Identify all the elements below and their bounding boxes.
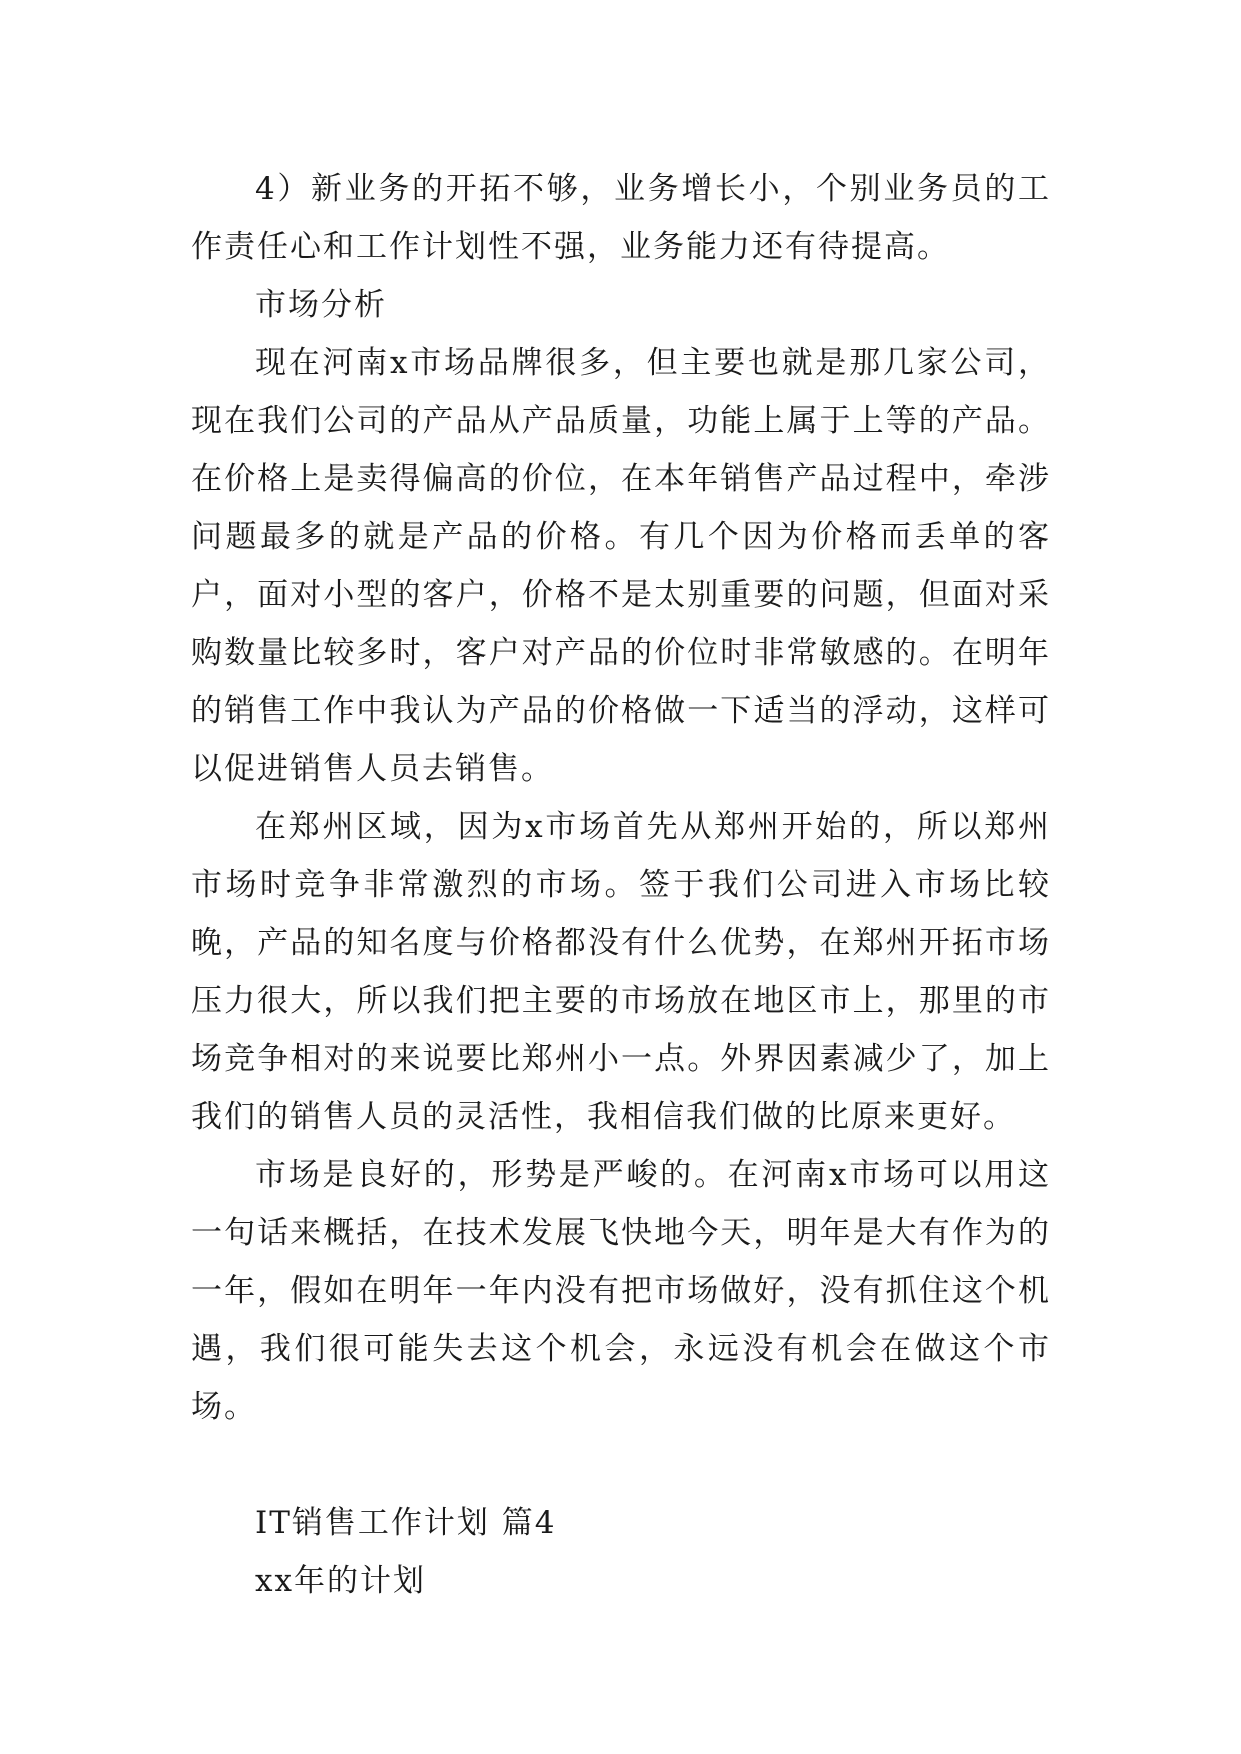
heading-market-analysis: 市场分析: [255, 287, 387, 323]
paragraph-zhengzhou-region: 在郑州区域，因为x市场首先从郑州开始的，所以郑州市场时竞争非常激烈的市场。签于我们公司进入市场比较晚，产品的知名度与价格都没有什么优势，在郑州开拓市场压力很大，所以我们把主要的市场放在地区市上，那里的市场竞争相对的来说要比郑州小一点。外界因素减少了，加上我们的销售人员的灵活性，我相信我们做的比原来更好。: [191, 809, 1051, 1135]
paragraph-weakness-4: 4）新业务的开拓不够，业务增长小，个别业务员的工作责任心和工作计划性不强，业务能力还有待提高。: [191, 171, 1051, 265]
document-body: [191, 160, 1051, 1610]
sub-heading: xx年的计划: [255, 1563, 426, 1599]
section-heading: IT销售工作计划 篇4: [255, 1505, 557, 1541]
paragraph-henan-market: 现在河南x市场品牌很多，但主要也就是那几家公司，现在我们公司的产品从产品质量，功能上属于上等的产品。在价格上是卖得偏高的价位，在本年销售产品过程中，牵涉问题最多的就是产品的价格。有几个因为价格而丢单的客户，面对小型的客户，价格不是太别重要的问题，但面对采购数量比较多时，客户对产品的价位时非常敏感的。在明年的销售工作中我认为产品的价格做一下适当的浮动，这样可以促进销售人员去销售。: [191, 345, 1051, 787]
paragraph-market-outlook: 市场是良好的，形势是严峻的。在河南x市场可以用这一句话来概括，在技术发展飞快地今天，明年是大有作为的一年，假如在明年一年内没有把市场做好，没有抓住这个机遇，我们很可能失去这个机会，永远没有机会在做这个市场。: [191, 1157, 1051, 1425]
section-spacer: [191, 1436, 1051, 1494]
